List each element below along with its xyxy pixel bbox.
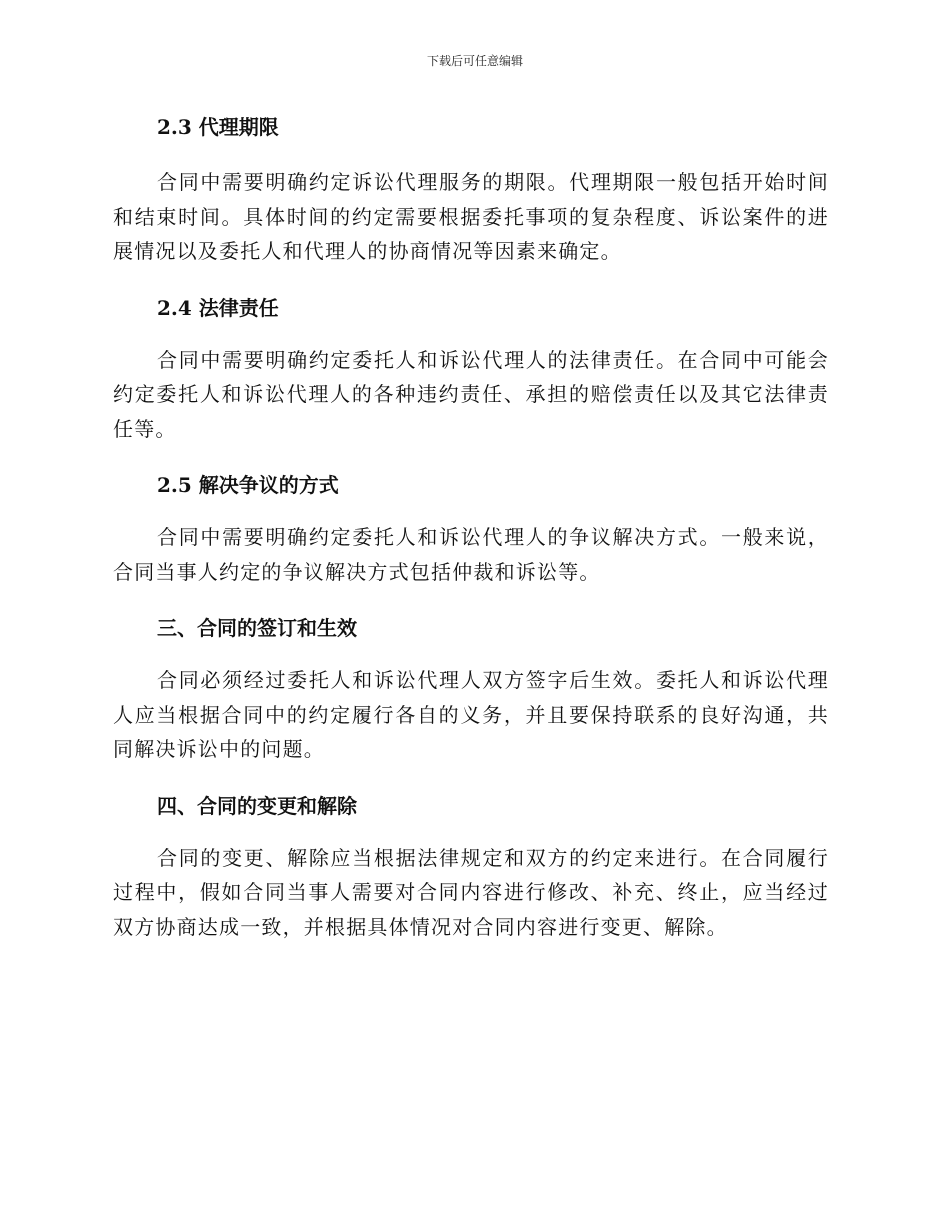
page-header: 下载后可任意编辑	[426, 54, 523, 68]
section-paragraph-agency-term: 合同中需要明确约定诉讼代理服务的期限。代理期限一般包括开始时间和结束时间。具体时间的约定需要根据委托事项的复杂程度、诉讼案件的进展情况以及委托人和代理人的协商情况等因素来确定。	[113, 170, 829, 263]
section-paragraph-signing-effect: 合同必须经过委托人和诉讼代理人双方签字后生效。委托人和诉讼代理人应当根据合同中的约定履行各自的义务，并且要保持联系的良好沟通，共同解决诉讼中的问题。	[113, 668, 829, 761]
section-heading-legal-liability: 2.4 法律责任	[157, 295, 279, 320]
section-heading-agency-term: 2.3 代理期限	[157, 115, 279, 139]
section-paragraph-change-termination: 合同的变更、解除应当根据法律规定和双方的约定来进行。在合同履行过程中，假如合同当事人需要对合同内容进行修改、补充、终止，应当经过双方协商达成一致，并根据具体情况对合同内容进行变更、解除。	[113, 845, 829, 939]
section-heading-signing-effect: 三、合同的签订和生效	[157, 616, 357, 640]
section-paragraph-dispute-resolution: 合同中需要明确约定委托人和诉讼代理人的争议解决方式。一般来说，合同当事人约定的争议解决方式包括仲裁和诉讼等。	[113, 525, 829, 584]
document-body	[113, 107, 829, 944]
section-paragraph-legal-liability: 合同中需要明确约定委托人和诉讼代理人的法律责任。在合同中可能会约定委托人和诉讼代理人的各种违约责任、承担的赔偿责任以及其它法律责任等。	[113, 347, 829, 441]
section-heading-change-termination: 四、合同的变更和解除	[157, 793, 357, 818]
section-heading-dispute-resolution: 2.5 解决争议的方式	[157, 473, 339, 497]
